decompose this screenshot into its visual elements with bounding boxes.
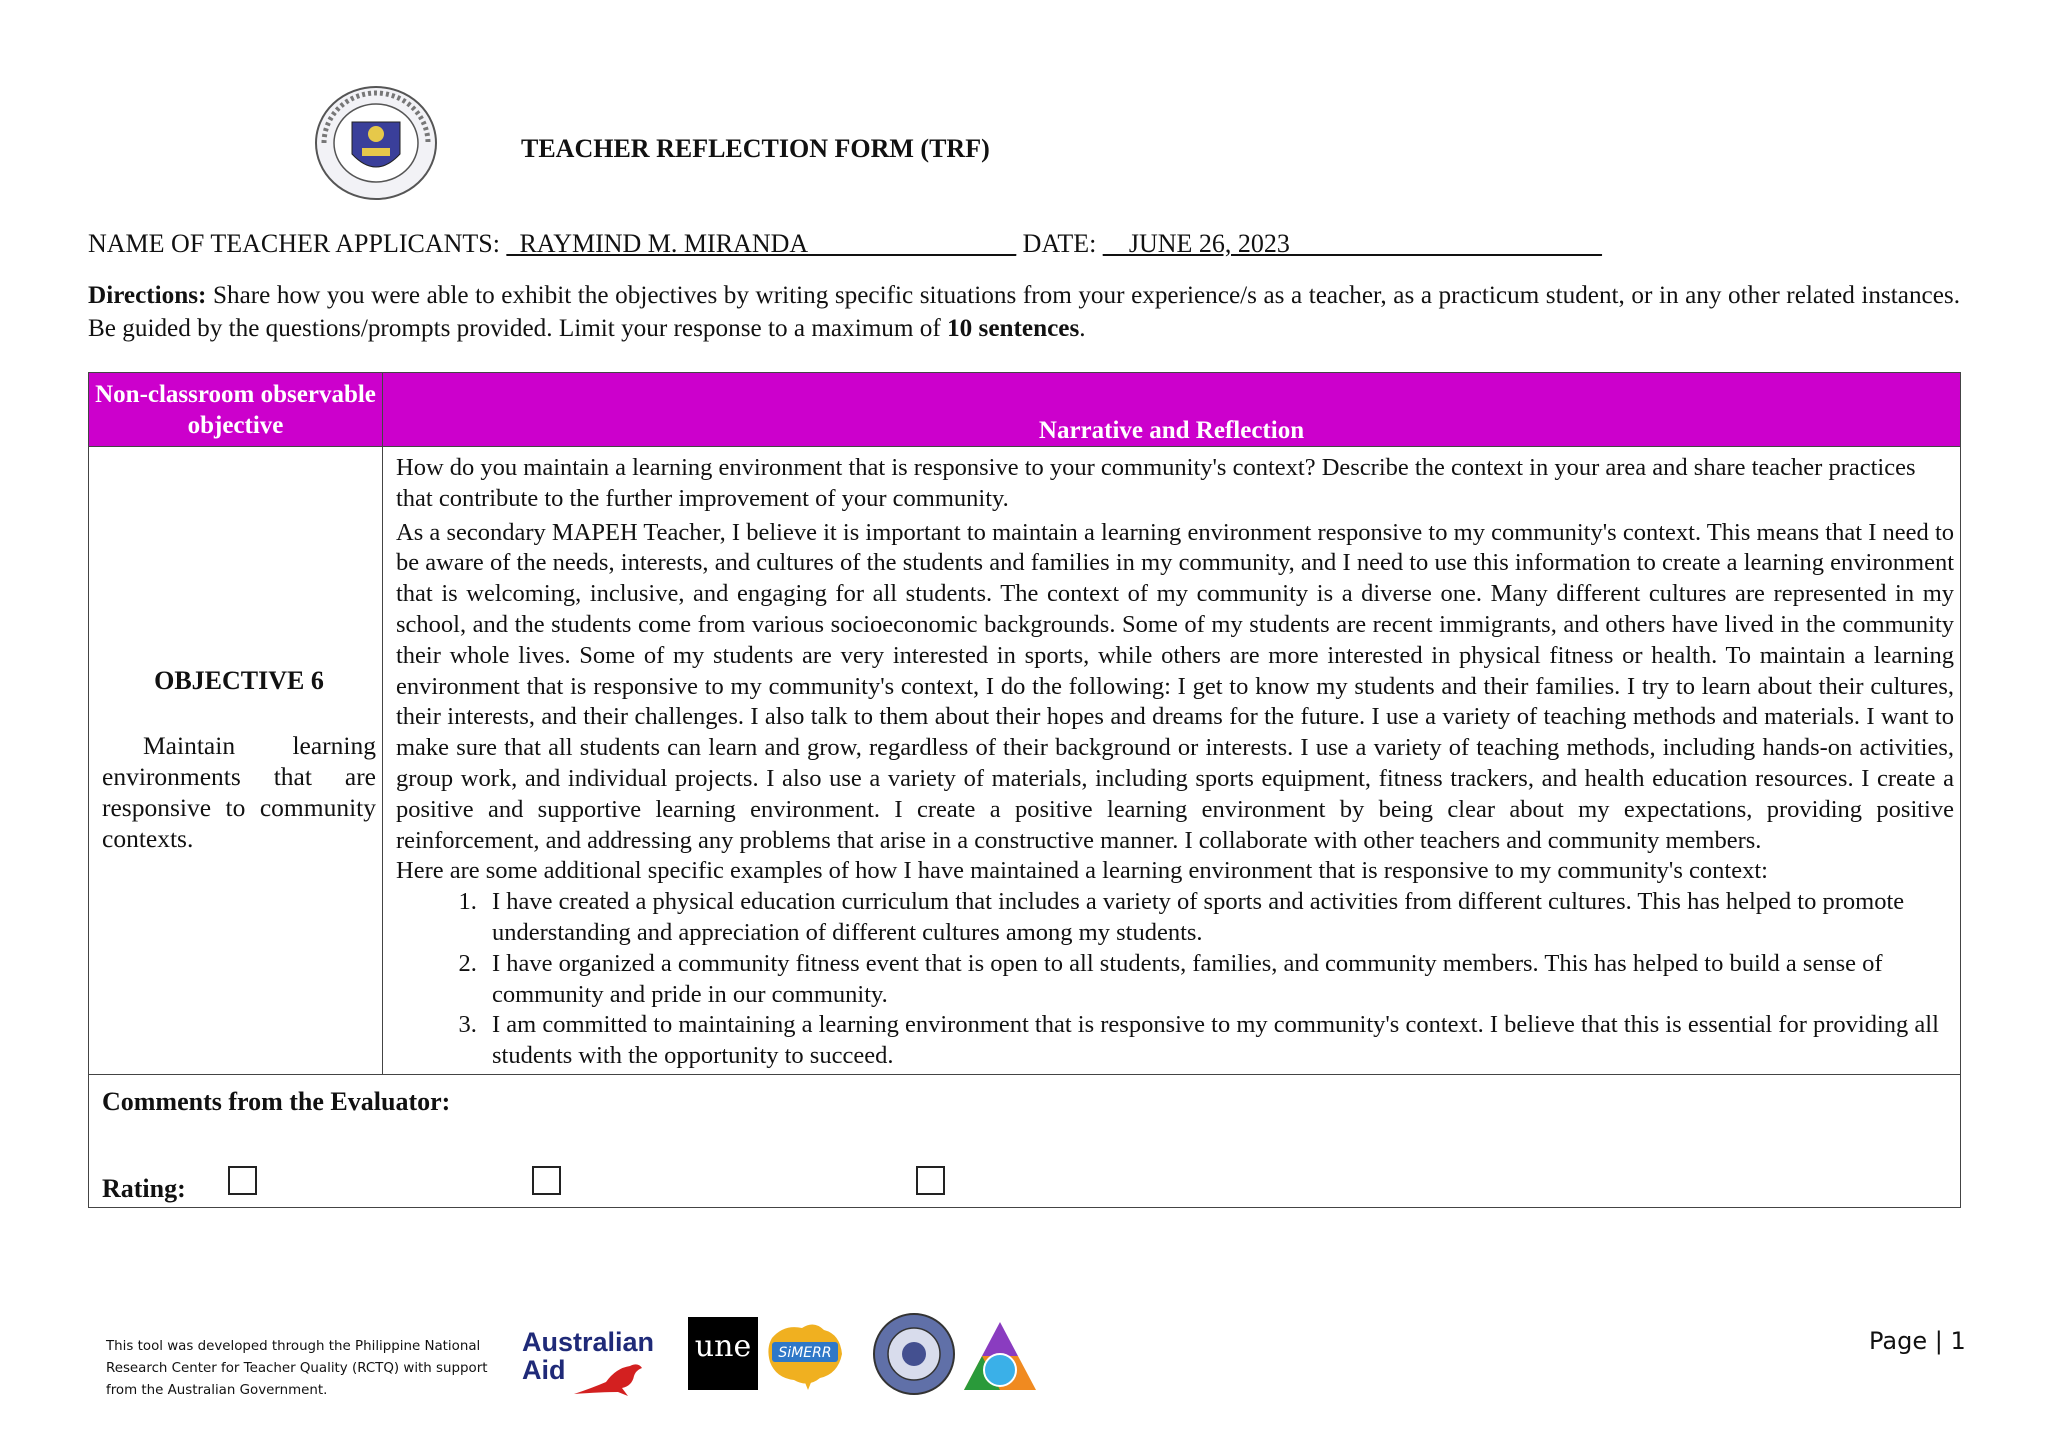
- reflection-table: [88, 372, 1961, 1208]
- date-value: __JUNE 26, 2023________________________: [1102, 229, 1602, 258]
- examples-intro: Here are some additional specific examples of how I have maintained a learning environment that is responsive to my community's context:: [396, 857, 1768, 885]
- example-item: 2. I have organized a community fitness event that is open to all students, families, and community members. This has helped to build a sense of community and pride in our community.: [483, 949, 1954, 1011]
- date-label: DATE:: [1022, 229, 1097, 258]
- example-item: 3. I am committed to maintaining a learning environment that is responsive to my community's context. I believe that this is essential for providing all students with the opportunity to succeed.: [483, 1010, 1954, 1072]
- australian-aid-logo: [522, 1328, 662, 1398]
- example-item: 1. I have created a physical education curriculum that includes a variety of sports and activities from different cultures. This has helped to promote understanding and appreciation of different cultures among my students.: [483, 887, 1954, 949]
- narrative-column-header: Narrative and Reflection: [383, 373, 1961, 447]
- aus-aid-line1: Australian: [522, 1327, 655, 1357]
- directions-label: Directions:: [88, 282, 207, 309]
- rating-checkbox-3[interactable]: [916, 1166, 945, 1195]
- rating-checkbox-1[interactable]: [228, 1166, 257, 1195]
- footer-note: This tool was developed through the Philippine National Research Center for Teacher Quality (RCTQ) with support from the Australian Government.: [106, 1339, 488, 1398]
- simerr-text: SiMERR: [778, 1345, 832, 1361]
- objective-title: OBJECTIVE 6: [154, 666, 324, 696]
- rating-label: Rating:: [102, 1173, 186, 1203]
- objective-cell: [89, 447, 383, 1075]
- narrative-prompt: How do you maintain a learning environment that is responsive to your community's context? Describe the context in your area and share teacher practices that contribute to the further improvement of your community.: [396, 454, 1916, 512]
- kangaroo-icon: [572, 1358, 652, 1398]
- directions: [88, 279, 1960, 345]
- table-header-row: [89, 373, 1961, 447]
- directions-text: Share how you were able to exhibit the objectives by writing specific situations from your experience/s as a teacher, as a practicum student, or in any other related instances. Be guided by the questions/prompts provided. Limit your response to a maximum of: [88, 282, 1960, 342]
- narrative-text: As a secondary MAPEH Teacher, I believe it is important to maintain a learning environment responsive to my community's context. This means that I need to be aware of the needs, interests, and cultures of the students and families in my community, and I need to use this information to create a learning environment that is welcoming, inclusive, and engaging for all students. The context of my community is a diverse one. Many different cultures are represented in my school, and the students come from various socioeconomic backgrounds. Some of my students are recent immigrants, and others have lived in the community their whole lives. Some of my students are very interested in sports, while others are more interested in physical fitness or health. To maintain a learning environment that is responsive to my community's context, I do the following: I get to know my students and their families. I try to learn about their cultures, their interests, and their challenges. I also talk to them about their hopes and dreams for the future. I use a variety of teaching methods and materials. I want to make sure that all students can learn and grow, regardless of their background or interests. I use a variety of teaching methods, including hands-on activities, group work, and individual projects. I also use a variety of materials, including sports equipment, fitness trackers, and health education resources. I create a positive and supportive learning environment. I create a positive learning environment by being clear about my expectations, providing positive reinforcement, and addressing any problems that arise in a constructive manner. I collaborate with other teachers and community members.: [396, 518, 1954, 854]
- directions-end: .: [1079, 315, 1086, 342]
- form-title: TEACHER REFLECTION FORM (TRF): [521, 134, 990, 163]
- rating-checkbox-2[interactable]: [532, 1166, 561, 1195]
- une-logo: [688, 1317, 758, 1390]
- comments-label: Comments from the Evaluator:: [102, 1086, 451, 1116]
- une-text: une: [694, 1329, 752, 1364]
- objective-row: [89, 447, 1961, 1075]
- deped-seal-logo: [312, 84, 440, 202]
- institution-seal-logo: [872, 1312, 956, 1396]
- directions-limit: 10 sentences: [947, 315, 1080, 342]
- examples-list: [396, 887, 1954, 1072]
- objective-description: Maintain learning environments that are responsive to community contexts.: [102, 731, 376, 854]
- name-label: NAME OF TEACHER APPLICANTS:: [88, 229, 500, 258]
- narrative-cell[interactable]: [383, 447, 1961, 1075]
- name-value: _RAYMIND M. MIRANDA________________: [506, 229, 1017, 258]
- simerr-australia-logo: [764, 1318, 846, 1390]
- page-number: Page | 1: [1869, 1327, 1966, 1355]
- evaluator-row: [89, 1074, 1961, 1207]
- evaluator-cell[interactable]: [89, 1074, 1961, 1207]
- objective-column-header: Non-classroom observable objective: [89, 373, 383, 447]
- applicant-line: [88, 229, 1602, 259]
- aus-aid-line2: Aid: [522, 1355, 566, 1385]
- rctq-logo: [960, 1318, 1040, 1396]
